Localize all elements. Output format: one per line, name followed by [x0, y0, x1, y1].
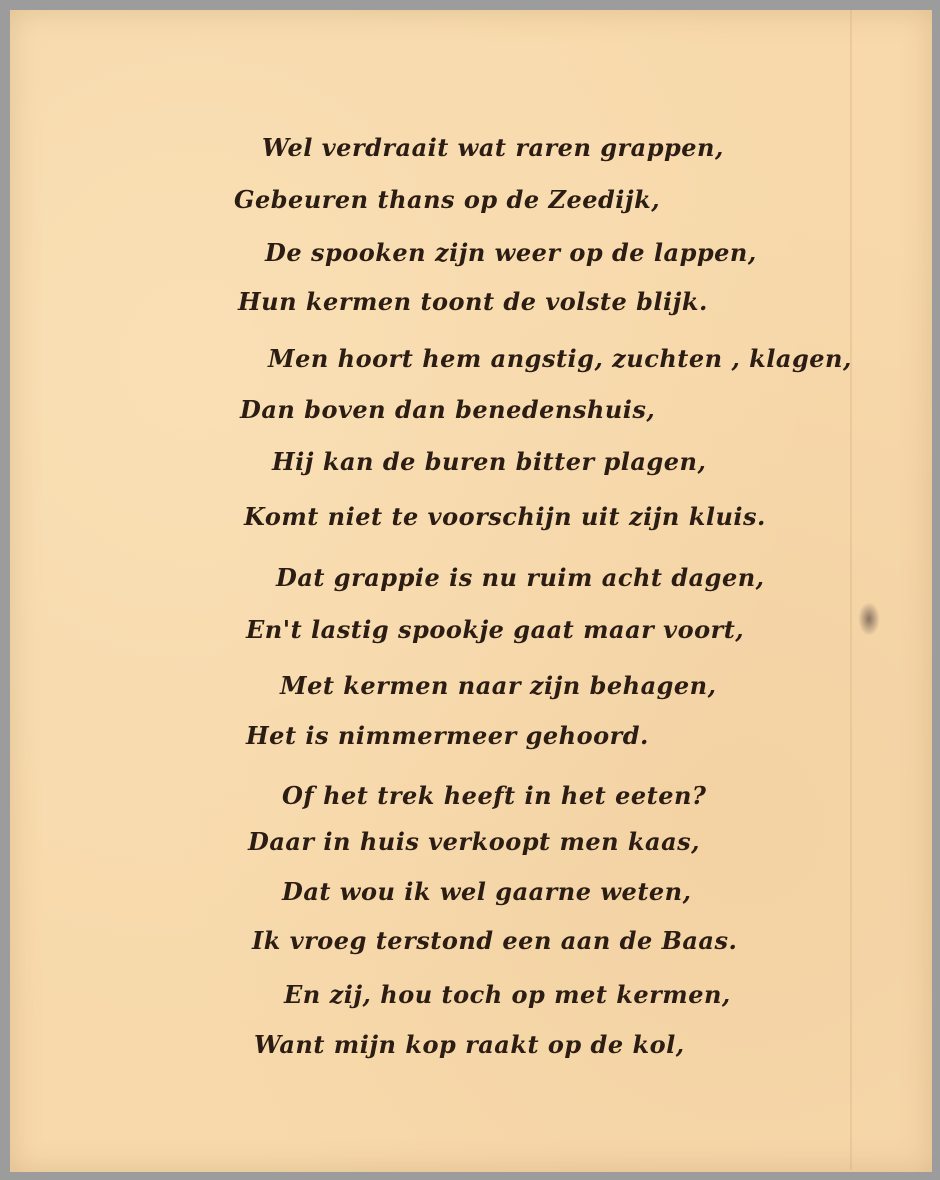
poem-line: En zij, hou toch op met kermen, — [284, 980, 731, 1009]
poem-line: Dat wou ik wel gaarne weten, — [282, 877, 692, 906]
poem-line: Of het trek heeft in het eeten? — [282, 781, 707, 810]
poem-line: Hun kermen toont de volste blijk. — [238, 287, 708, 316]
poem-line: En't lastig spookje gaat maar voort, — [246, 615, 745, 644]
poem-line: Daar in huis verkoopt men kaas, — [248, 827, 701, 856]
poem-line: Met kermen naar zijn behagen, — [280, 671, 717, 700]
ink-stain — [858, 602, 880, 636]
poem-line: Men hoort hem angstig, zuchten , klagen, — [268, 344, 852, 373]
poem-line: Het is nimmermeer gehoord. — [246, 721, 649, 750]
poem-line: Dat grappie is nu ruim acht dagen, — [276, 563, 765, 592]
poem-line: Ik vroeg terstond een aan de Baas. — [252, 926, 738, 955]
poem-line: Dan boven dan benedenshuis, — [240, 395, 656, 424]
poem-line: Hij kan de buren bitter plagen, — [272, 447, 707, 476]
poem-line: De spooken zijn weer op de lappen, — [265, 238, 757, 267]
poem-line: Want mijn kop raakt op de kol, — [254, 1030, 685, 1059]
paper-fold — [850, 10, 852, 1170]
poem-line: Gebeuren thans op de Zeedijk, — [234, 185, 661, 214]
poem-line: Wel verdraait wat raren grappen, — [262, 133, 724, 162]
poem-line: Komt niet te voorschijn uit zijn kluis. — [244, 502, 766, 531]
